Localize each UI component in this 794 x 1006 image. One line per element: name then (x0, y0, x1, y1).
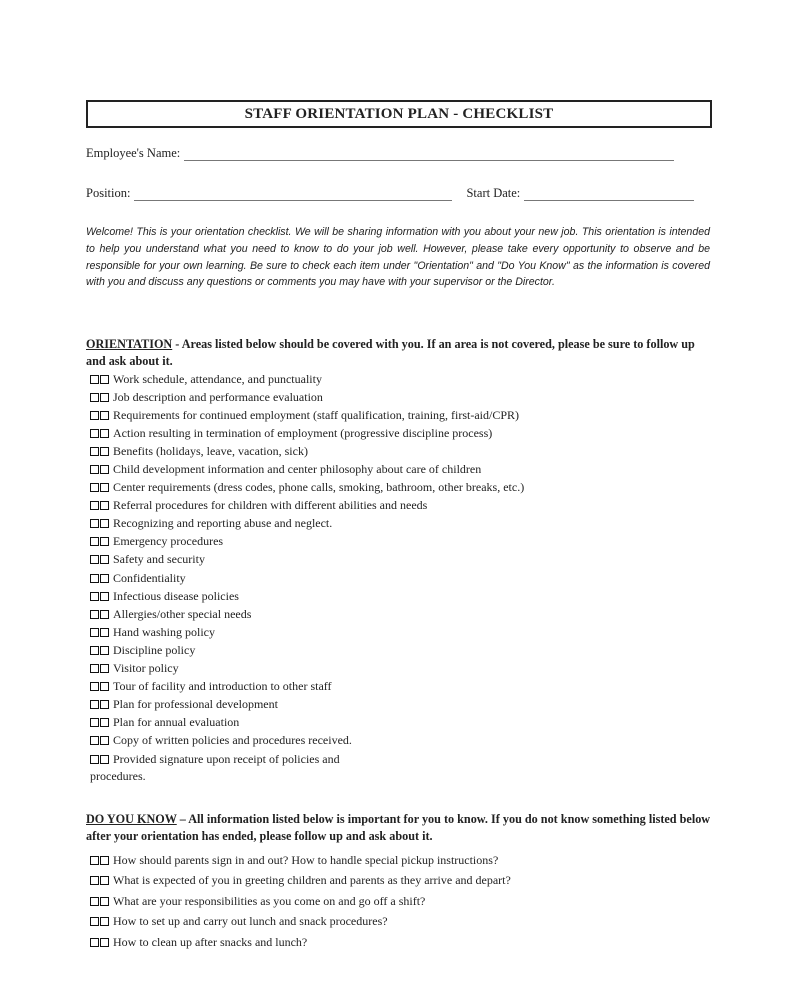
checkbox[interactable] (90, 465, 99, 474)
checkbox[interactable] (90, 917, 99, 926)
checklist-item (90, 497, 710, 515)
welcome-paragraph: Welcome! This is your orientation checklist. We will be sharing information with you about your new job. This orientation is intended to help you understand what you need to know to do your job well. However, please take every opportunity to observe and be responsible for your own learning. Be sure to check each item under "Orientation" and "Do You Know" as the information is covered with you and discuss any questions or comments you may have with your supervisor or the Director. (86, 226, 710, 289)
checkbox[interactable] (90, 375, 99, 384)
checklist-item (90, 388, 710, 406)
checkbox[interactable] (100, 897, 109, 906)
checkbox-pair[interactable] (90, 393, 109, 402)
checklist-item (90, 932, 710, 953)
orientation-intro: - Areas listed below should be covered with you. If an area is not covered, please be sure to follow up and ask about it. (86, 337, 695, 368)
checkbox-pair[interactable] (90, 610, 109, 619)
checklist-item-label: Safety and security (113, 552, 205, 567)
position-field[interactable] (134, 188, 452, 201)
checkbox-pair[interactable] (90, 555, 109, 564)
checklist-item (90, 587, 710, 605)
checklist-item (90, 732, 710, 750)
checkbox[interactable] (100, 375, 109, 384)
checkbox[interactable] (90, 519, 99, 528)
checkbox[interactable] (90, 483, 99, 492)
checklist-item-label: Requirements for continued employment (staff qualification, training, first-aid/CPR) (113, 407, 520, 422)
checkbox-pair[interactable] (90, 736, 109, 745)
checklist-item (90, 641, 710, 659)
checkbox[interactable] (90, 555, 99, 564)
checklist-item (90, 750, 710, 768)
page-title: STAFF ORIENTATION PLAN - CHECKLIST (86, 100, 712, 128)
checklist-item-label: Discipline policy (113, 642, 196, 657)
checkbox[interactable] (100, 447, 109, 456)
checkbox[interactable] (100, 682, 109, 691)
checkbox[interactable] (100, 501, 109, 510)
checkbox-pair[interactable] (90, 483, 109, 492)
checkbox[interactable] (90, 856, 99, 865)
checklist-item (90, 714, 710, 732)
checkbox[interactable] (100, 700, 109, 709)
employee-name-label: Employee's Name: (86, 146, 181, 160)
checklist-item-continuation: procedures. (90, 769, 146, 783)
checkbox-pair[interactable] (90, 755, 109, 764)
checkbox[interactable] (90, 718, 99, 727)
checkbox[interactable] (90, 736, 99, 745)
checklist-item-label: Plan for annual evaluation (113, 715, 240, 730)
checklist-item (90, 660, 710, 678)
do-you-know-heading-block (86, 811, 712, 845)
checkbox-pair[interactable] (90, 876, 109, 885)
checklist-item-label: Plan for professional development (113, 697, 278, 712)
checklist-item-label: Emergency procedures (113, 534, 224, 549)
checkbox[interactable] (100, 646, 109, 655)
checkbox[interactable] (90, 755, 99, 764)
checklist-item (90, 551, 710, 569)
checkbox[interactable] (100, 465, 109, 474)
checklist-item-label: Copy of written policies and procedures received. (113, 733, 352, 748)
checkbox-pair[interactable] (90, 628, 109, 637)
position-label: Position: (86, 186, 131, 200)
do-you-know-heading: DO YOU KNOW (86, 812, 177, 826)
checkbox[interactable] (90, 429, 99, 438)
checklist-item (90, 696, 710, 714)
checkbox[interactable] (90, 938, 99, 947)
checkbox-pair[interactable] (90, 429, 109, 438)
checkbox[interactable] (100, 393, 109, 402)
checkbox-pair[interactable] (90, 664, 109, 673)
checklist-item-label: Child development information and center philosophy about care of children (113, 462, 482, 477)
checklist-item (90, 623, 710, 641)
checklist-item (90, 460, 710, 478)
checkbox-pair[interactable] (90, 501, 109, 510)
checklist-item-label: How to clean up after snacks and lunch? (113, 934, 308, 949)
checklist-item-label: Benefits (holidays, leave, vacation, sick) (113, 443, 308, 458)
checkbox[interactable] (100, 664, 109, 673)
checklist-item-label: Confidentiality (113, 570, 186, 585)
do-you-know-intro: – All information listed below is important for you to know. If you do not know something listed below after your orientation has ended, please follow up and ask about it. (86, 812, 711, 843)
checkbox-pair[interactable] (90, 537, 109, 546)
checklist-item (90, 479, 710, 497)
checklist-item-label: Tour of facility and introduction to other staff (113, 679, 332, 694)
checklist-item (90, 678, 710, 696)
checkbox-pair[interactable] (90, 700, 109, 709)
checkbox-pair[interactable] (90, 574, 109, 583)
checklist-item-label: Center requirements (dress codes, phone calls, smoking, bathroom, other breaks, etc.) (113, 480, 525, 495)
checkbox[interactable] (90, 628, 99, 637)
checklist-item (90, 424, 710, 442)
checklist-item-label: Hand washing policy (113, 624, 215, 639)
checkbox[interactable] (100, 574, 109, 583)
checklist-item-label: Visitor policy (113, 661, 179, 676)
checkbox[interactable] (100, 917, 109, 926)
checklist-item (90, 891, 710, 912)
checkbox[interactable] (100, 555, 109, 564)
checklist-item-label: How should parents sign in and out? How to handle special pickup instructions? (113, 852, 499, 867)
checkbox[interactable] (90, 876, 99, 885)
checkbox[interactable] (100, 519, 109, 528)
checkbox[interactable] (90, 574, 99, 583)
checkbox[interactable] (100, 537, 109, 546)
checkbox[interactable] (90, 897, 99, 906)
checkbox[interactable] (100, 411, 109, 420)
checkbox[interactable] (100, 610, 109, 619)
checkbox[interactable] (100, 938, 109, 947)
orientation-heading-block (86, 336, 712, 370)
checkbox[interactable] (90, 610, 99, 619)
checkbox[interactable] (90, 682, 99, 691)
checklist-item (90, 605, 710, 623)
checklist-item-label: Referral procedures for children with different abilities and needs (113, 498, 428, 513)
checkbox-pair[interactable] (90, 718, 109, 727)
checkbox[interactable] (100, 429, 109, 438)
checkbox[interactable] (90, 393, 99, 402)
checkbox-pair[interactable] (90, 519, 109, 528)
checkbox-pair[interactable] (90, 465, 109, 474)
checkbox[interactable] (90, 646, 99, 655)
checkbox[interactable] (100, 592, 109, 601)
checklist-item-label: Work schedule, attendance, and punctuality (113, 371, 322, 386)
checklist-item (90, 871, 710, 892)
checkbox-pair[interactable] (90, 411, 109, 420)
checklist-item-label: Provided signature upon receipt of policies and (113, 751, 340, 766)
checklist-item (90, 515, 710, 533)
checklist-item (90, 533, 710, 551)
checklist-item-label: Action resulting in termination of employment (progressive discipline process) (113, 425, 493, 440)
position-row (86, 186, 712, 201)
orientation-heading: ORIENTATION (86, 337, 173, 351)
checklist-item-label: Allergies/other special needs (113, 606, 252, 621)
checklist-item (90, 370, 710, 388)
checkbox-pair[interactable] (90, 682, 109, 691)
checklist-item (90, 406, 710, 424)
checklist-item-label: Recognizing and reporting abuse and neglect. (113, 516, 333, 531)
checkbox-pair[interactable] (90, 897, 109, 906)
checkbox[interactable] (100, 876, 109, 885)
checkbox[interactable] (90, 501, 99, 510)
checklist-page (86, 100, 712, 949)
checkbox[interactable] (90, 537, 99, 546)
checklist-item (90, 569, 710, 587)
checkbox[interactable] (100, 718, 109, 727)
checkbox-pair[interactable] (90, 592, 109, 601)
checkbox[interactable] (90, 664, 99, 673)
start-date-label: Start Date: (466, 186, 521, 200)
employee-name-row (86, 146, 712, 161)
checklist-item-label: Infectious disease policies (113, 588, 239, 603)
checkbox-pair[interactable] (90, 447, 109, 456)
checklist-item-label: What is expected of you in greeting children and parents as they arrive and depart? (113, 873, 511, 888)
checkbox-pair[interactable] (90, 646, 109, 655)
checkbox-pair[interactable] (90, 375, 109, 384)
checkbox[interactable] (100, 628, 109, 637)
checklist-item-label: What are your responsibilities as you come on and go off a shift? (113, 893, 426, 908)
checklist-item (90, 912, 710, 933)
orientation-checklist (90, 370, 710, 768)
checklist-item (90, 850, 710, 871)
checklist-item-label: How to set up and carry out lunch and snack procedures? (113, 914, 388, 929)
checkbox-pair[interactable] (90, 938, 109, 947)
employee-name-field[interactable] (184, 148, 674, 161)
checkbox[interactable] (90, 592, 99, 601)
checklist-item (90, 442, 710, 460)
checkbox[interactable] (90, 447, 99, 456)
start-date-field[interactable] (524, 188, 694, 201)
checkbox[interactable] (90, 411, 99, 420)
checkbox[interactable] (100, 856, 109, 865)
checkbox[interactable] (100, 736, 109, 745)
checkbox[interactable] (90, 700, 99, 709)
checkbox-pair[interactable] (90, 917, 109, 926)
checkbox-pair[interactable] (90, 856, 109, 865)
do-you-know-checklist (90, 850, 710, 953)
checklist-item-label: Job description and performance evaluation (113, 389, 323, 404)
checkbox[interactable] (100, 483, 109, 492)
checkbox[interactable] (100, 755, 109, 764)
